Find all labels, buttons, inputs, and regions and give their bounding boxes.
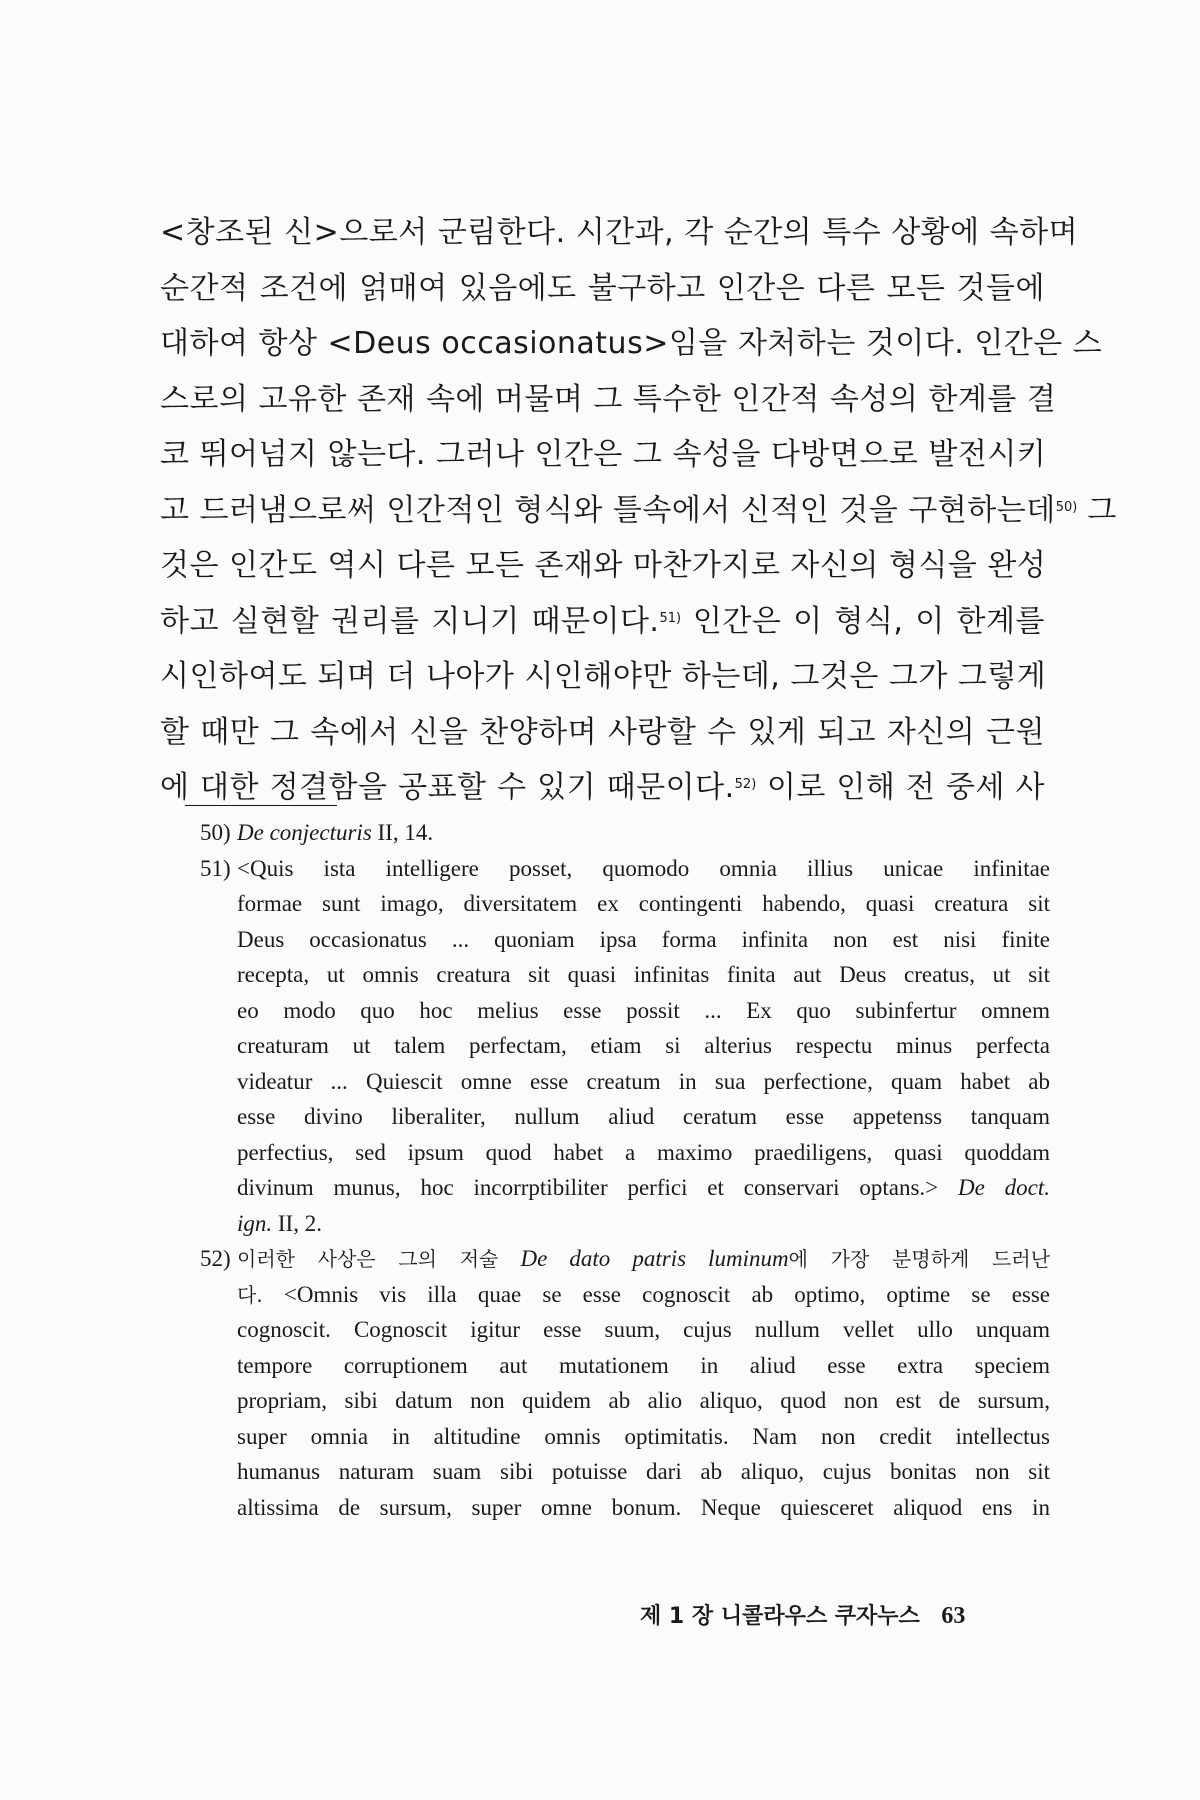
body-line: 할 때만 그 속에서 신을 찬양하며 사랑할 수 있게 되고 자신의 근원 xyxy=(160,714,1045,750)
footnote-line: propriam, sibi datum non quidem ab alio aliquo, quod non est de sursum, xyxy=(237,1388,1050,1413)
footnote-line: cognoscit. Cognoscit igitur esse suum, cujus nullum vellet ullo unquam xyxy=(237,1317,1050,1342)
footnotes xyxy=(200,815,1050,1525)
body-line: 순간적 조건에 얽매여 있음에도 불구하고 인간은 다른 모든 것들에 xyxy=(160,270,1045,306)
footnote-number: 51) xyxy=(200,855,231,881)
footnote-52 xyxy=(200,1241,1050,1525)
footnote-number: 50) xyxy=(200,820,231,845)
footnote-line: humanus naturam suam sibi potuisse dari ab aliquo, cujus bonitas non sit xyxy=(237,1459,1050,1484)
footnote-text-korean: 이러한 사상은 그의 저술 xyxy=(237,1247,499,1271)
footnote-line: eo modo quo hoc melius esse possit ... Ex quo subinfertur omnem xyxy=(237,997,1050,1023)
footnote-divider xyxy=(185,805,337,806)
footnote-text: divinum munus, hoc incorrptibiliter perfici et conservari optans.> xyxy=(237,1175,939,1200)
body-line-text: 고 드러냄으로써 인간적인 형식와 틀속에서 신적인 것을 구현하는데 xyxy=(160,492,1056,528)
body-line: <창조된 신>으로서 군림한다. 시간과, 각 순간의 특수 상황에 속하며 xyxy=(160,215,1079,250)
body-line: 시인하여도 되며 더 나아가 시인해야만 하는데, 그것은 그가 그렇게 xyxy=(160,659,1047,694)
footnote-number: 52) xyxy=(200,1246,231,1271)
footnote-ref-50[interactable]: 50) xyxy=(1055,499,1078,515)
footnote-line: tempore corruptionem aut mutationem in aliud esse extra speciem xyxy=(237,1352,1050,1378)
footnote-line: recepta, ut omnis creatura sit quasi infinitas finita aut Deus creatus, ut sit xyxy=(237,962,1050,987)
citation: II, 14. xyxy=(377,820,434,845)
footnote-line: esse divino liberaliter, nullum aliud ceratum esse appetenss tanquam xyxy=(237,1104,1050,1129)
body-line-text: 에 대한 정결함을 공표할 수 있기 때문이다. xyxy=(160,770,735,805)
footnote-ref-51[interactable]: 51) xyxy=(659,610,682,626)
body-line-tail: 인간은 이 형식, 이 한계를 xyxy=(692,603,1045,639)
footnote-line: videatur ... Quiescit omne esse creatum in sua perfectione, quam habet ab xyxy=(237,1068,1050,1094)
footnote-line xyxy=(237,1206,1050,1242)
citation: II, 2. xyxy=(277,1210,322,1236)
footnote-line xyxy=(237,1241,1050,1277)
footnote-text-korean: 에 가장 분명하게 드러난 xyxy=(788,1247,1051,1271)
work-title: De doct. xyxy=(958,1175,1051,1200)
body-line: 코 뛰어넘지 않는다. 그러나 인간은 그 속성을 다방면으로 발전시키 xyxy=(160,437,1047,472)
body-line: 스로의 고유한 존재 속에 머물며 그 특수한 인간적 속성의 한계를 결 xyxy=(160,381,1057,417)
footnote-line xyxy=(237,1277,1050,1313)
page-number: 63 xyxy=(941,1603,966,1629)
chapter-label: 제 1 장 xyxy=(640,1604,714,1629)
body-line-tail: 그 xyxy=(1087,492,1117,528)
footnote-line: formae sunt imago, diversitatem ex contingenti habendo, quasi creatura sit xyxy=(237,891,1050,916)
footnote-51 xyxy=(200,851,1050,1242)
footnote-line: super omnia in altitudine omnis optimitatis. Nam non credit intellectus xyxy=(237,1423,1050,1449)
body-line xyxy=(160,594,1045,650)
work-title: De conjecturis xyxy=(237,820,372,845)
footnote-text: <Omnis vis illa quae se esse cognoscit ab optimo, optime se esse xyxy=(283,1281,1051,1307)
body-line: 것은 인간도 역시 다른 모든 존재와 마찬가지로 자신의 형식을 완성 xyxy=(160,548,1047,583)
work-title: ign. xyxy=(237,1210,273,1236)
body-line xyxy=(160,760,1045,816)
footnote-line xyxy=(237,1170,1050,1206)
work-title: De dato patris luminum xyxy=(520,1246,789,1271)
footnote-line: creaturam ut talem perfectam, etiam si alterius respectu minus perfecta xyxy=(237,1033,1050,1058)
footnote-text-korean: 다. xyxy=(237,1282,263,1307)
footnote-line xyxy=(237,815,1050,851)
footnote-line: Deus occasionatus ... quoniam ipsa forma infinita non est nisi finite xyxy=(237,926,1050,952)
body-line xyxy=(160,483,1117,539)
body-line-text: 하고 실현할 권리를 지니기 때문이다. xyxy=(160,603,660,639)
chapter-title: 니콜라우스 쿠자누스 xyxy=(720,1604,920,1629)
body-line: 대하여 항상 <Deus occasionatus>임을 자처하는 것이다. 인간은 스 xyxy=(160,326,1103,361)
footnote-line: altissima de sursum, super omne bonum. Neque quiesceret aliquod ens in xyxy=(237,1494,1050,1520)
footnote-line: perfectius, sed ipsum quod habet a maximo praediligens, quasi quoddam xyxy=(237,1139,1050,1165)
footnote-50 xyxy=(200,815,1050,851)
running-footer xyxy=(640,1599,1060,1630)
footnote-ref-52[interactable]: 52) xyxy=(734,777,757,792)
body-line-tail: 이로 인해 전 중세 사 xyxy=(766,770,1045,805)
main-text xyxy=(160,205,1117,816)
footnote-line: <Quis ista intelligere posset, quomodo omnia illius unicae infinitae xyxy=(237,855,1050,881)
